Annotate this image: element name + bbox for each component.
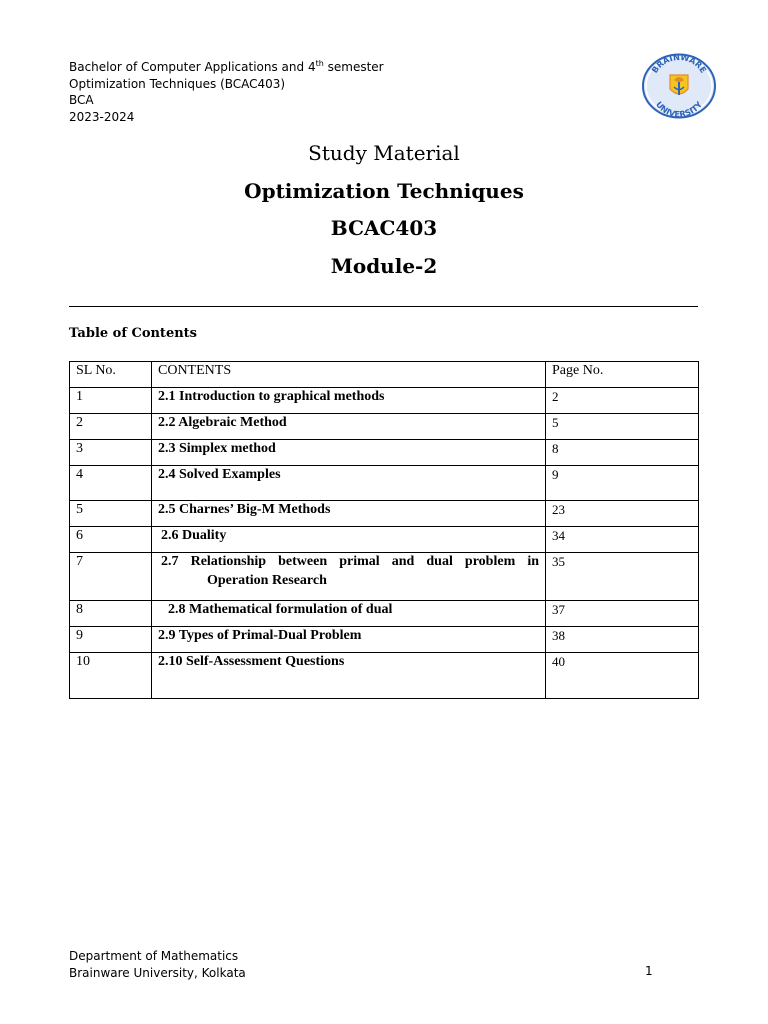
row-content: 2.6 Duality [152,527,546,553]
footer-department: Department of Mathematics [69,949,239,963]
row-sl: 6 [70,527,152,553]
toc-table [69,361,699,699]
row-content: 2.10 Self-Assessment Questions [152,653,546,699]
table-row [70,466,699,501]
row-page: 35 [546,553,699,601]
table-row [70,627,699,653]
row-sl: 8 [70,601,152,627]
row-sl: 2 [70,414,152,440]
row-page: 34 [546,527,699,553]
course-title: Optimization Techniques [244,179,524,203]
table-row [70,501,699,527]
row-page: 2 [546,388,699,414]
row-sl: 10 [70,653,152,699]
row-page: 9 [546,466,699,501]
column-header-page: Page No. [546,362,699,388]
row-sl: 7 [70,553,152,601]
module-title: Module-2 [330,254,438,278]
column-header-sl: SL No. [70,362,152,388]
table-row [70,553,699,601]
row-content: 2.1 Introduction to graphical methods [152,388,546,414]
logo-text-top: BRAINWARE [649,53,709,75]
page-number: 1 [645,964,653,978]
row-page: 40 [546,653,699,699]
ordinal-superscript: th [315,59,324,68]
column-header-contents: CONTENTS [152,362,546,388]
logo-text-bottom: UNIVERSITY [653,99,705,119]
program-line: Bachelor of Computer Applications and 4th semester [69,59,384,74]
table-row [70,440,699,466]
document-footer [69,948,246,981]
degree-line: BCA [69,93,94,107]
row-page: 23 [546,501,699,527]
row-content: 2.3 Simplex method [152,440,546,466]
university-logo [641,53,717,119]
row-content: 2.2 Algebraic Method [152,414,546,440]
row-sl: 1 [70,388,152,414]
row-content-continuation: Operation Research [207,573,327,588]
row-page: 5 [546,414,699,440]
toc-heading: Table of Contents [69,326,197,341]
row-page: 8 [546,440,699,466]
row-sl: 3 [70,440,152,466]
table-row [70,653,699,699]
row-sl: 4 [70,466,152,501]
row-content-multiline [152,553,546,601]
course-line: Optimization Techniques (BCAC403) [69,76,286,91]
document-header [69,59,384,125]
table-row [70,601,699,627]
course-code: BCAC403 [330,216,438,240]
row-content: 2.8 Mathematical formulation of dual [152,601,546,627]
row-content: 2.9 Types of Primal-Dual Problem [152,627,546,653]
row-page: 37 [546,601,699,627]
row-page: 38 [546,627,699,653]
row-content: 2.4 Solved Examples [152,466,546,501]
horizontal-divider [69,306,698,307]
session-line: 2023-2024 [69,109,135,124]
study-material-title: Study Material [308,141,460,165]
toc-header-row [70,362,699,388]
table-row [70,388,699,414]
table-row [70,527,699,553]
row-content: 2.7 Relationship between primal and dual problem in [161,554,539,569]
footer-university: Brainware University, Kolkata [69,965,246,980]
row-sl: 9 [70,627,152,653]
table-row [70,414,699,440]
row-sl: 5 [70,501,152,527]
row-content: 2.5 Charnes’ Big-M Methods [152,501,546,527]
